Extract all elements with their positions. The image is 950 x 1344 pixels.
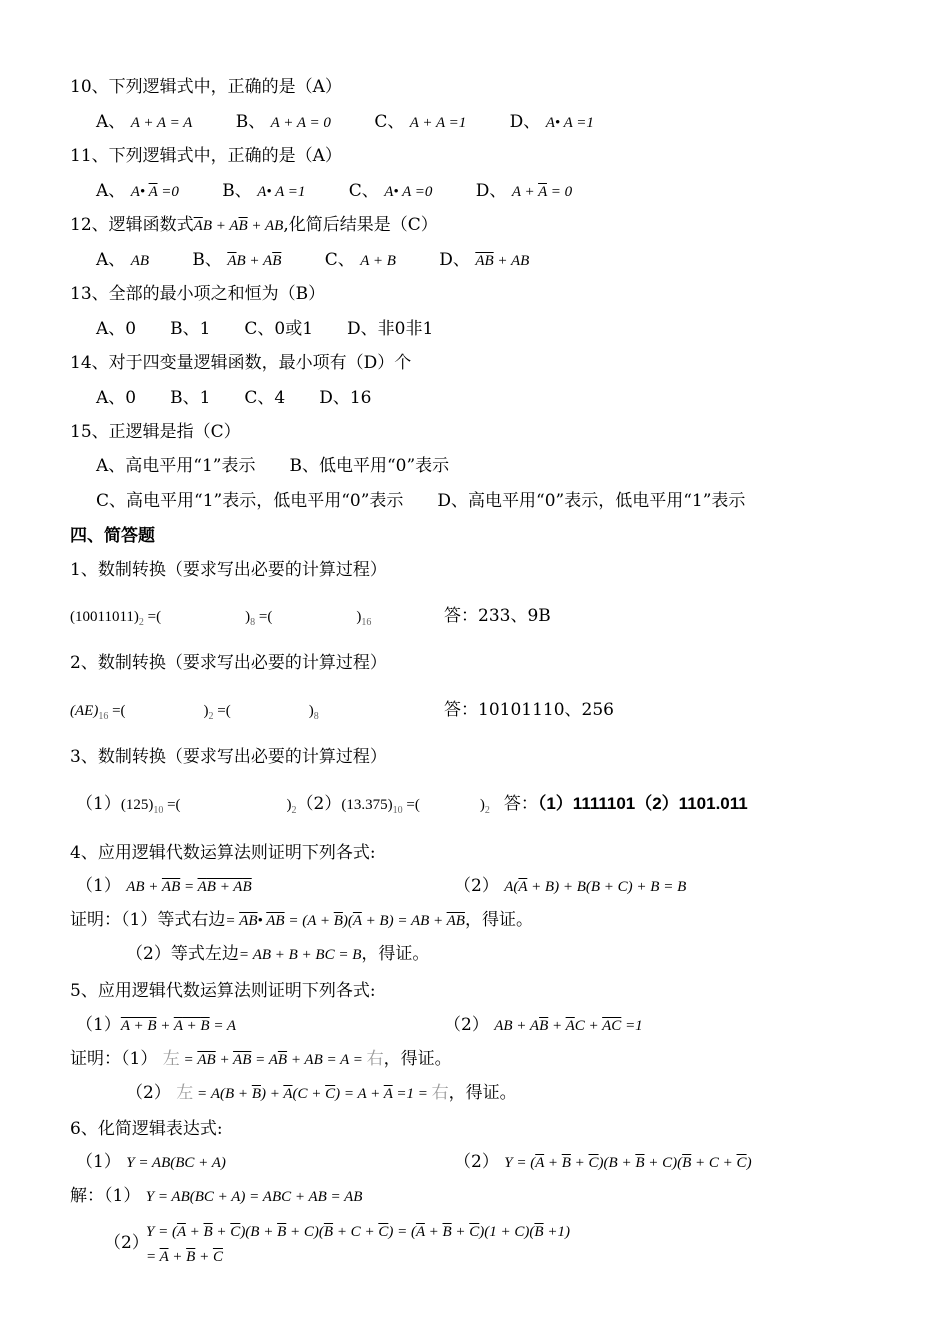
s6-eq2: （2） $Y = (\overline{A} + \overline{B} + \overline{C})(B + \overline{B} + C)(\overline{B} + C + \overline{C})$ (454, 1152, 752, 1172)
q10-options: A、 A + A = A B、 A + A = 0 C、 A + A =1 D、 A• A =1 (96, 112, 594, 132)
s5-proof1: 证明：（1） 左 = $\overline{AB} + \overline{AB} = A\overline{B}$ + AB = A = 右，得证。 (70, 1049, 452, 1069)
q14-options: A、0 B、1 C、4 D、16 (96, 388, 372, 408)
s1-answer: 答：233、9B (444, 606, 551, 626)
q15-stem: 15、正逻辑是指（C） (70, 422, 241, 442)
s6-solution2-line1: $Y = (\overline{A} + \overline{B} + \overline{C})(B + \overline{B} + C)(\overline{B} + C + \overline{C}) = (\overline{A} + \overline{B} + \overline{C})(1 + C)(\overline{B} +1)$ (146, 1224, 570, 1240)
s6-stem: 6、化简逻辑表达式: (70, 1119, 223, 1139)
s2-expression: $(AE)_{16}$ =( )$_2$ =( )$_8$ (70, 703, 319, 722)
s3-expression: $(1)(125)_{10}$ =( )$_2(2)(13.375)_{10}$ =( )$_2$ 答：（1）1111101（2）1101.011 (76, 794, 748, 816)
q15-options-2: C、高电平用“1”表示，低电平用“0”表示 D、高电平用“0”表示，低电平用“1”表示 (96, 491, 746, 511)
q10-stem: 10、下列逻辑式中，正确的是（A） (70, 77, 342, 97)
q15-options-1: A、高电平用“1”表示 B、低电平用“0”表示 (96, 456, 450, 476)
q12-options: A、 AB B、 $\overline{A}B + A\overline{B}$ C、 A + B D、 $\overline{AB}$ + AB (96, 250, 530, 270)
s3-stem: 3、数制转换（要求写出必要的计算过程） (70, 747, 387, 767)
q12-stem: 12、逻辑函数式$\overline{A}B + A\overline{B}$ + AB,化简后结果是（C） (70, 215, 438, 235)
s4-proof2: （2）等式左边= AB + B + BC = B，得证。 (126, 944, 430, 964)
q13-stem: 13、全部的最小项之和恒为（B） (70, 284, 326, 304)
s1-stem: 1、数制转换（要求写出必要的计算过程） (70, 560, 387, 580)
s6-eq1: （1） Y = AB(BC + A) (76, 1152, 226, 1172)
s6-solution2-label: （2） (104, 1233, 149, 1253)
q13-options: A、0 B、1 C、0或1 D、非0非1 (96, 319, 434, 339)
s1-expression: $(10011011)_2$ =( )$_8$ =( )$_{16}$ (70, 609, 372, 628)
s2-stem: 2、数制转换（要求写出必要的计算过程） (70, 653, 387, 673)
s5-proof2: （2） 左 = $A(B + \overline{B}) + \overline{A}(C + \overline{C}) = A + \overline{A} =1$ = 右，得证。 (126, 1083, 517, 1103)
s5-eq1: （1）A + B + A + B = A (76, 1015, 237, 1035)
q14-stem: 14、对于四变量逻辑函数，最小项有（D）个 (70, 353, 412, 373)
section-title: 四、简答题 (70, 526, 155, 546)
s4-eq1: （1） AB + $\overline{AB}$ = AB + AB (76, 876, 252, 896)
q11-options: A、 A• $\overline{A} =0$ B、 A• A =1 C、 A• A =0 D、 $A + \overline{A} = 0$ (96, 181, 573, 201)
s4-stem: 4、应用逻辑代数运算法则证明下列各式: (70, 843, 376, 863)
s4-eq2: （2） $A(\overline{A} + B) + B(B + C) + B = B$ (454, 876, 687, 896)
s4-proof1: 证明：（1）等式右边= $\overline{AB}•$ $\overline{AB} = (A + \overline{B})(\overline{A} + B)$ = AB + $\overline{AB}$，得证。 (70, 910, 533, 930)
s2-answer: 答：10101110、256 (444, 700, 614, 720)
s5-stem: 5、应用逻辑代数运算法则证明下列各式: (70, 981, 376, 1001)
s6-solution1: 解：（1） Y = AB(BC + A) = ABC + AB = AB (70, 1186, 363, 1206)
q11-stem: 11、下列逻辑式中，正确的是（A） (70, 146, 342, 166)
s6-solution2-line2: = $\overline{A} + \overline{B} + \overline{C}$ (146, 1249, 223, 1265)
s5-eq2: （2） AB + $A\overline{B} + \overline{A}C + \overline{AC} =1$ (444, 1015, 643, 1035)
